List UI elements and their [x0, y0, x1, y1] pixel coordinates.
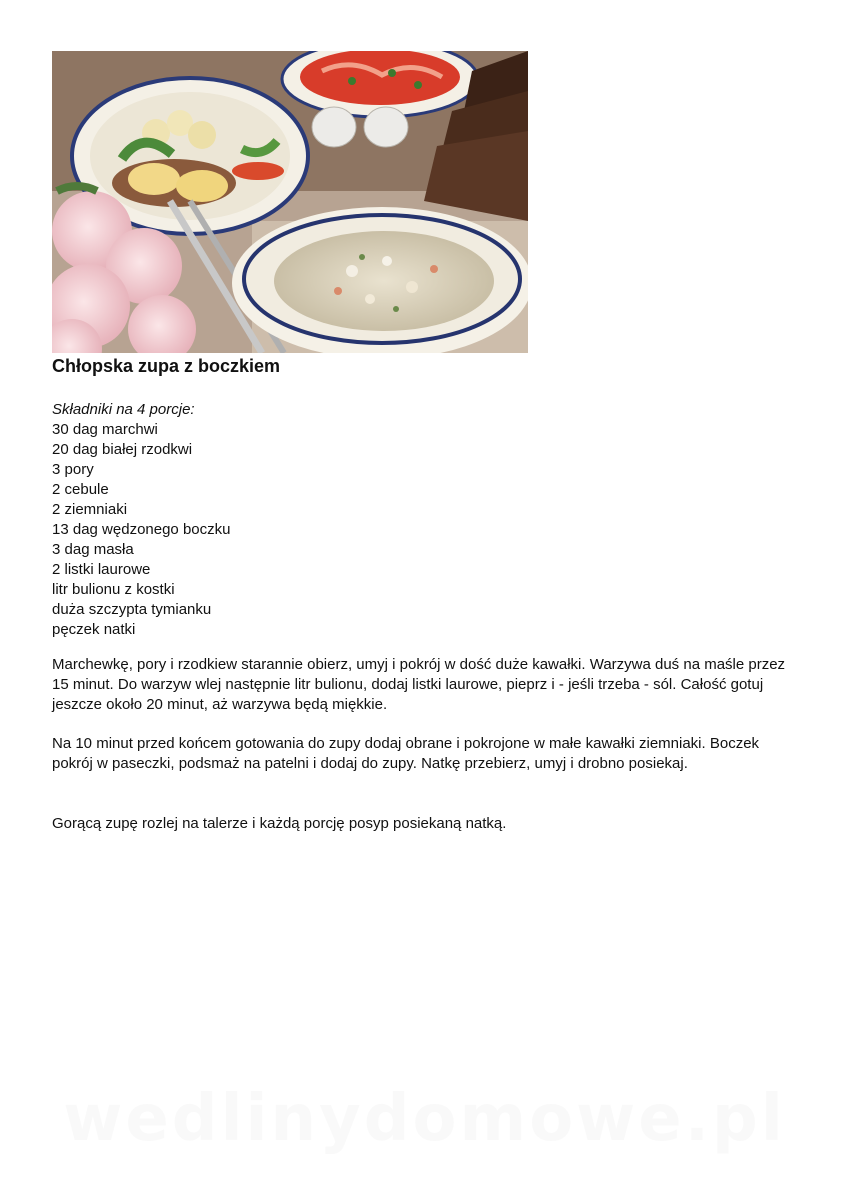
ingredient-item: 13 dag wędzonego boczku	[52, 521, 231, 538]
ingredients-heading: Składniki na 4 porcje:	[52, 401, 195, 418]
recipe-title: Chłopska zupa z boczkiem	[52, 356, 281, 376]
instruction-paragraph-2: Na 10 minut przed końcem gotowania do zupy dodaj obrane i pokrojone w małe kawałki ziemniaki. Boczek pokrój w paseczki, podsmaż na patelni i dodaj do zupy. Natkę przebierz, umyj i drobno posiekaj.	[52, 735, 760, 772]
ingredient-item: 2 listki laurowe	[52, 561, 151, 578]
ingredients-list	[52, 420, 792, 640]
ingredient-item: 2 ziemniaki	[52, 501, 128, 518]
ingredient-item: duża szczypta tymianku	[52, 601, 212, 618]
ingredients-section	[52, 400, 792, 640]
ingredient-item: 3 pory	[52, 461, 94, 478]
ingredient-item: 20 dag białej rzodkwi	[52, 441, 193, 458]
ingredient-item: litr bulionu z kostki	[52, 581, 175, 598]
ingredient-item: pęczek natki	[52, 621, 136, 638]
instruction-paragraph-1: Marchewkę, pory i rzodkiew starannie obierz, umyj i pokrój w dość duże kawałki. Warzywa duś na maśle przez 15 minut. Do warzyw wlej następnie litr bulionu, dodaj listki laurowe, pieprz i - jeśli trzeba - sól. Całość gotuj jeszcze około 20 minut, aż warzywa będą miękkie.	[52, 656, 786, 713]
instruction-paragraph-3: Gorącą zupę rozlej na talerze i każdą porcję posyp posiekaną natką.	[52, 815, 507, 832]
ingredient-item: 30 dag marchwi	[52, 421, 158, 438]
recipe-photo	[52, 51, 528, 353]
watermark: wedlinydomowe.pl	[63, 1082, 786, 1156]
ingredient-item: 3 dag masła	[52, 541, 134, 558]
ingredient-item: 2 cebule	[52, 481, 109, 498]
